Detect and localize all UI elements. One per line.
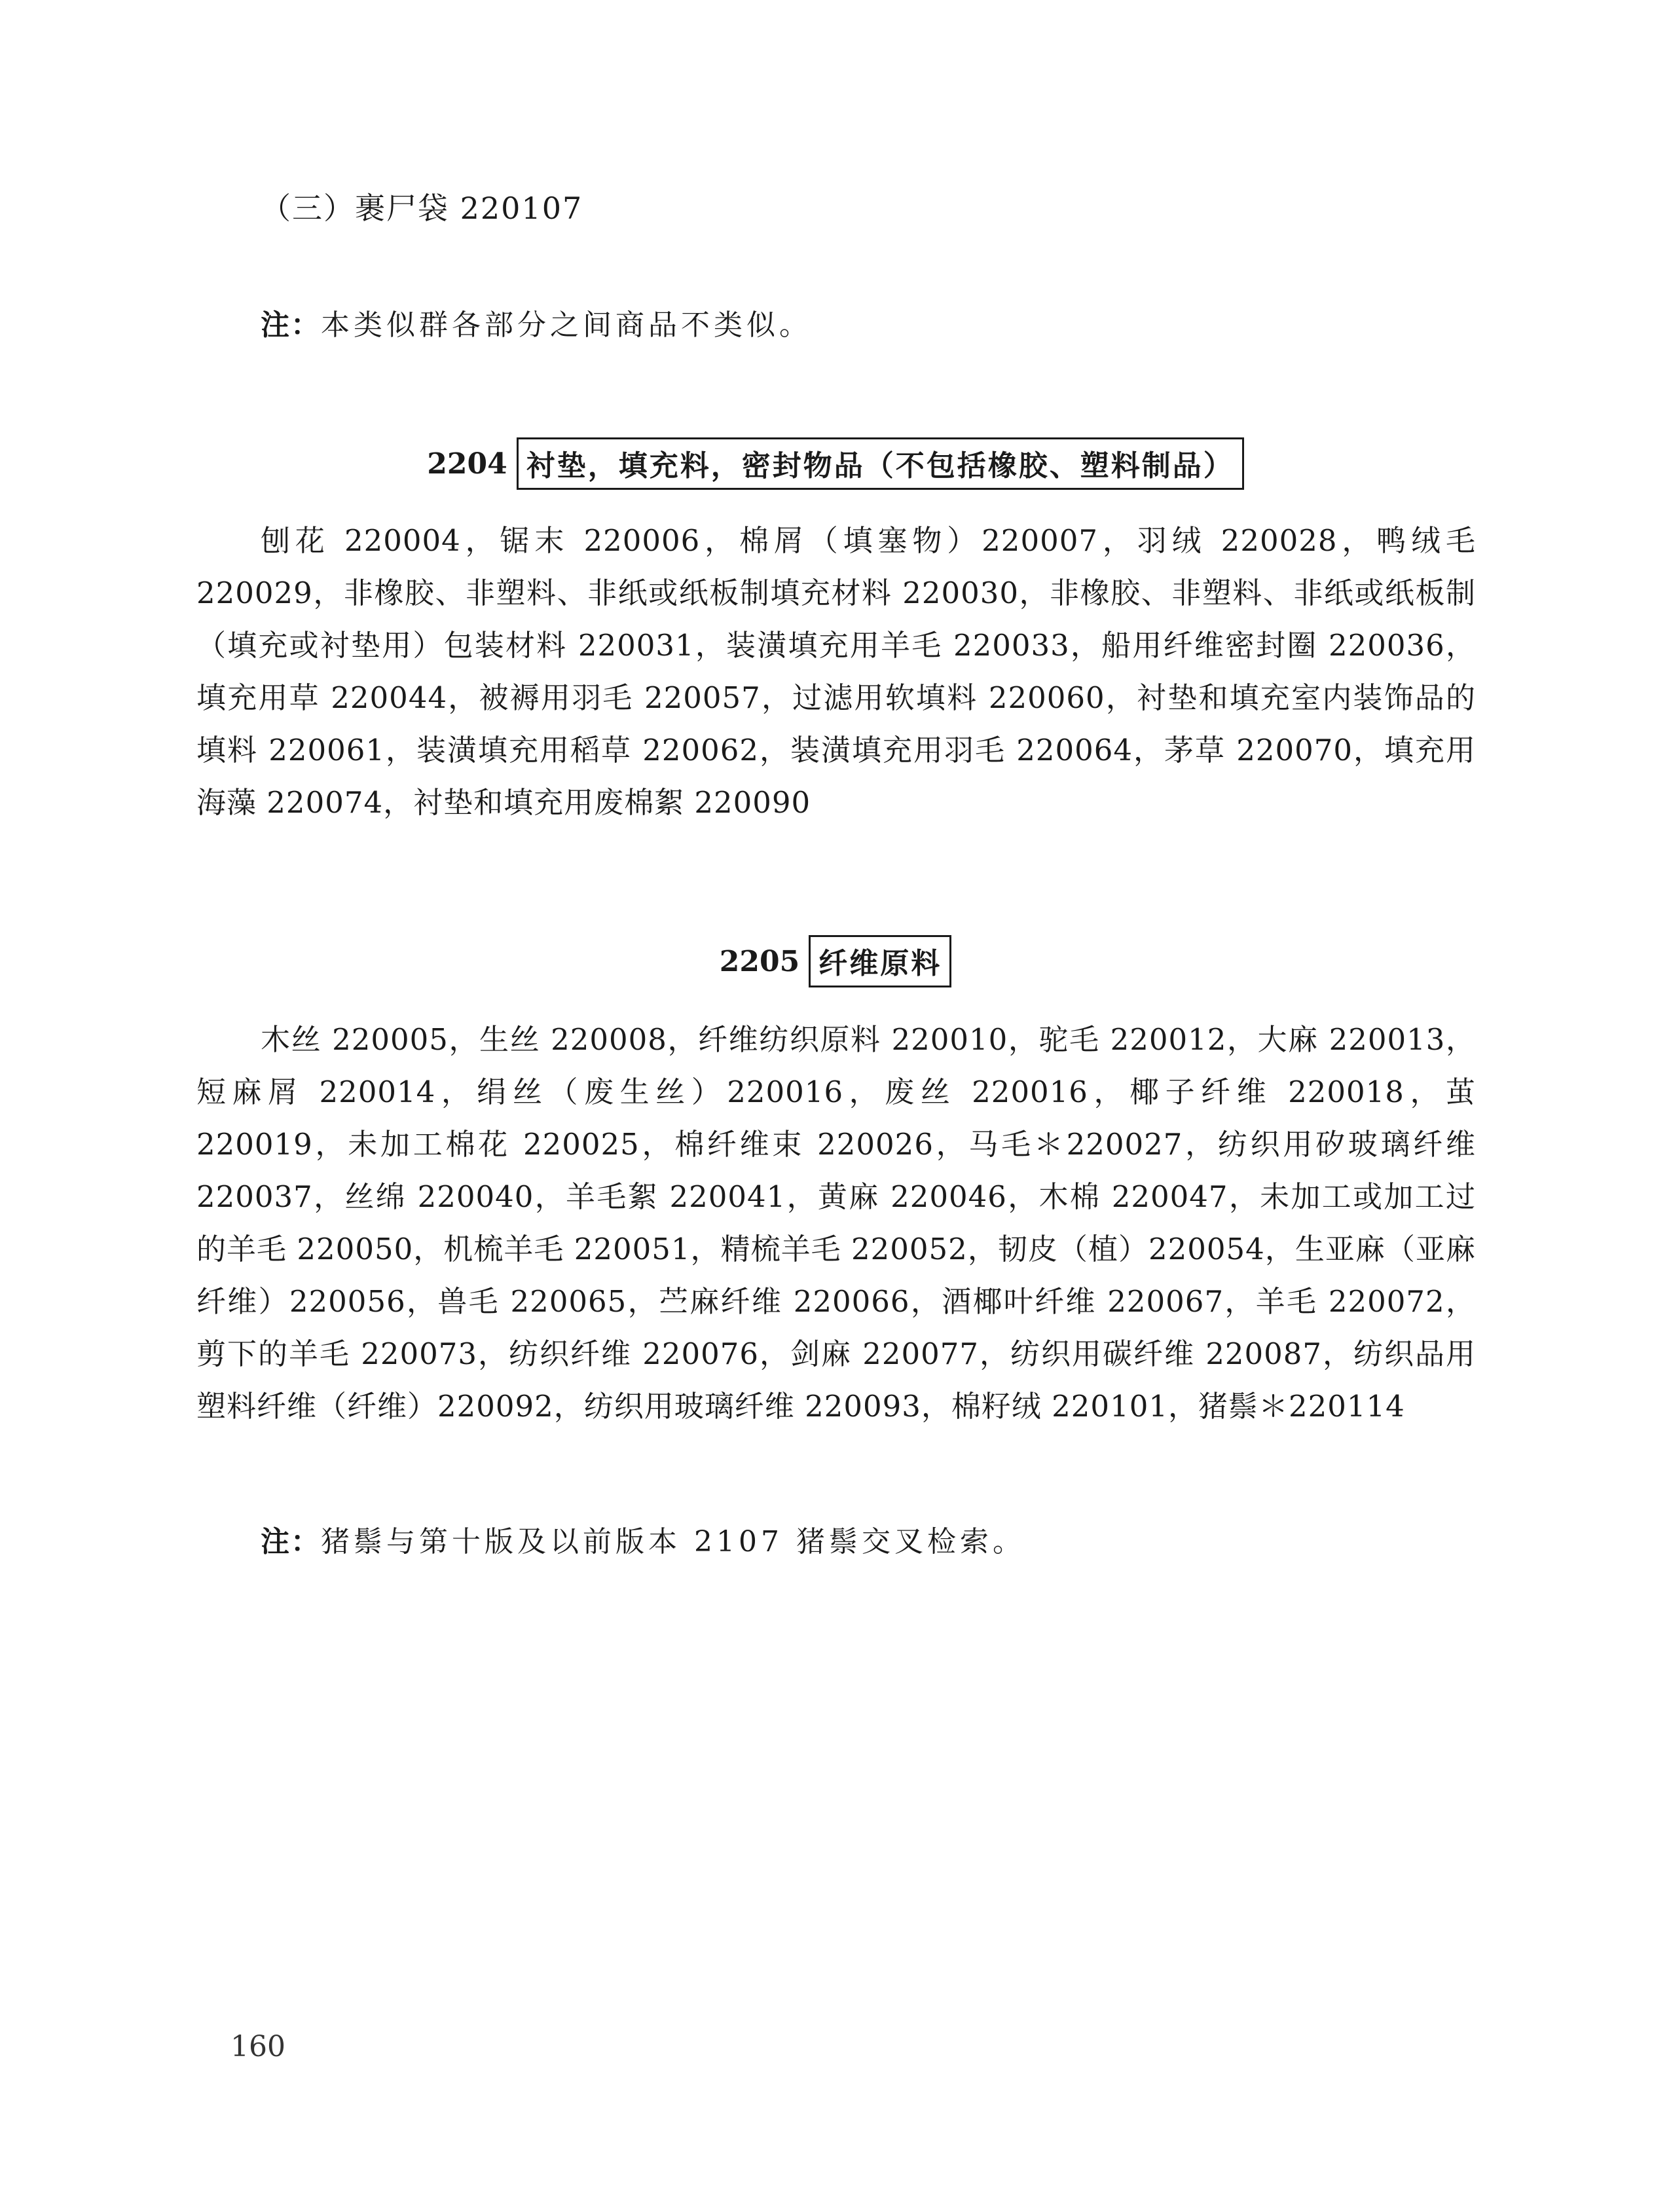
page-number: 160 bbox=[230, 2030, 285, 2063]
group-2204-code: 2204 bbox=[427, 447, 507, 481]
group-2205-heading bbox=[0, 935, 1671, 987]
note-1-text: 本类似群各部分之间商品不类似。 bbox=[321, 308, 812, 342]
note-2-text: 猪鬃与第十版及以前版本 2107 猪鬃交叉检索。 bbox=[321, 1525, 1025, 1558]
group-2204-heading bbox=[0, 437, 1671, 490]
note-1 bbox=[261, 301, 812, 343]
group-2204-title: 衬垫，填充料，密封物品（不包括橡胶、塑料制品） bbox=[517, 437, 1244, 490]
note-2 bbox=[261, 1518, 1025, 1560]
group-2205-title: 纤维原料 bbox=[809, 935, 951, 987]
subsection-heading: （三）裹尸袋 220107 bbox=[261, 191, 583, 226]
group-2205-body: 木丝 220005，生丝 220008，纤维纺织原料 220010，驼毛 220012，大麻 220013，短麻屑 220014，绢丝（废生丝）220016，废丝 220016，椰子纤维 220018，茧 220019，未加工棉花 220025，棉纤维束 220026，马毛＊220027，纺织用矽玻璃纤维 220037，丝绵 220040，羊毛絮 220041，黄麻 220046，木棉 220047，未加工或加工过的羊毛 220050，机梳羊毛 220051，精梳羊毛 220052，韧皮（植）220054，生亚麻（亚麻纤维）220056，兽毛 220065，苎麻纤维 220066，酒椰叶纤维 220067，羊毛 220072，剪下的羊毛 220073，纺织纤维 220076，剑麻 220077，纺织用碳纤维 220087，纺织品用塑料纤维（纤维）220092，纺织用玻璃纤维 220093，棉籽绒 220101，猪鬃＊220114 bbox=[196, 1022, 1476, 1424]
note-2-label: 注： bbox=[261, 1525, 321, 1558]
group-2204-body: 刨花 220004，锯末 220006，棉屑（填塞物）220007，羽绒 220028，鸭绒毛 220029，非橡胶、非塑料、非纸或纸板制填充材料 220030，非橡胶、非塑料、非纸或纸板制（填充或衬垫用）包装材料 220031，装潢填充用羊毛 220033，船用纤维密封圈 220036，填充用草 220044，被褥用羽毛 220057，过滤用软填料 220060，衬垫和填充室内装饰品的填料 220061，装潢填充用稻草 220062，装潢填充用羽毛 220064，茅草 220070，填充用海藻 220074，衬垫和填充用废棉絮 220090 bbox=[196, 523, 1476, 820]
group-2205-code: 2205 bbox=[719, 944, 800, 978]
note-1-label: 注： bbox=[261, 308, 321, 342]
